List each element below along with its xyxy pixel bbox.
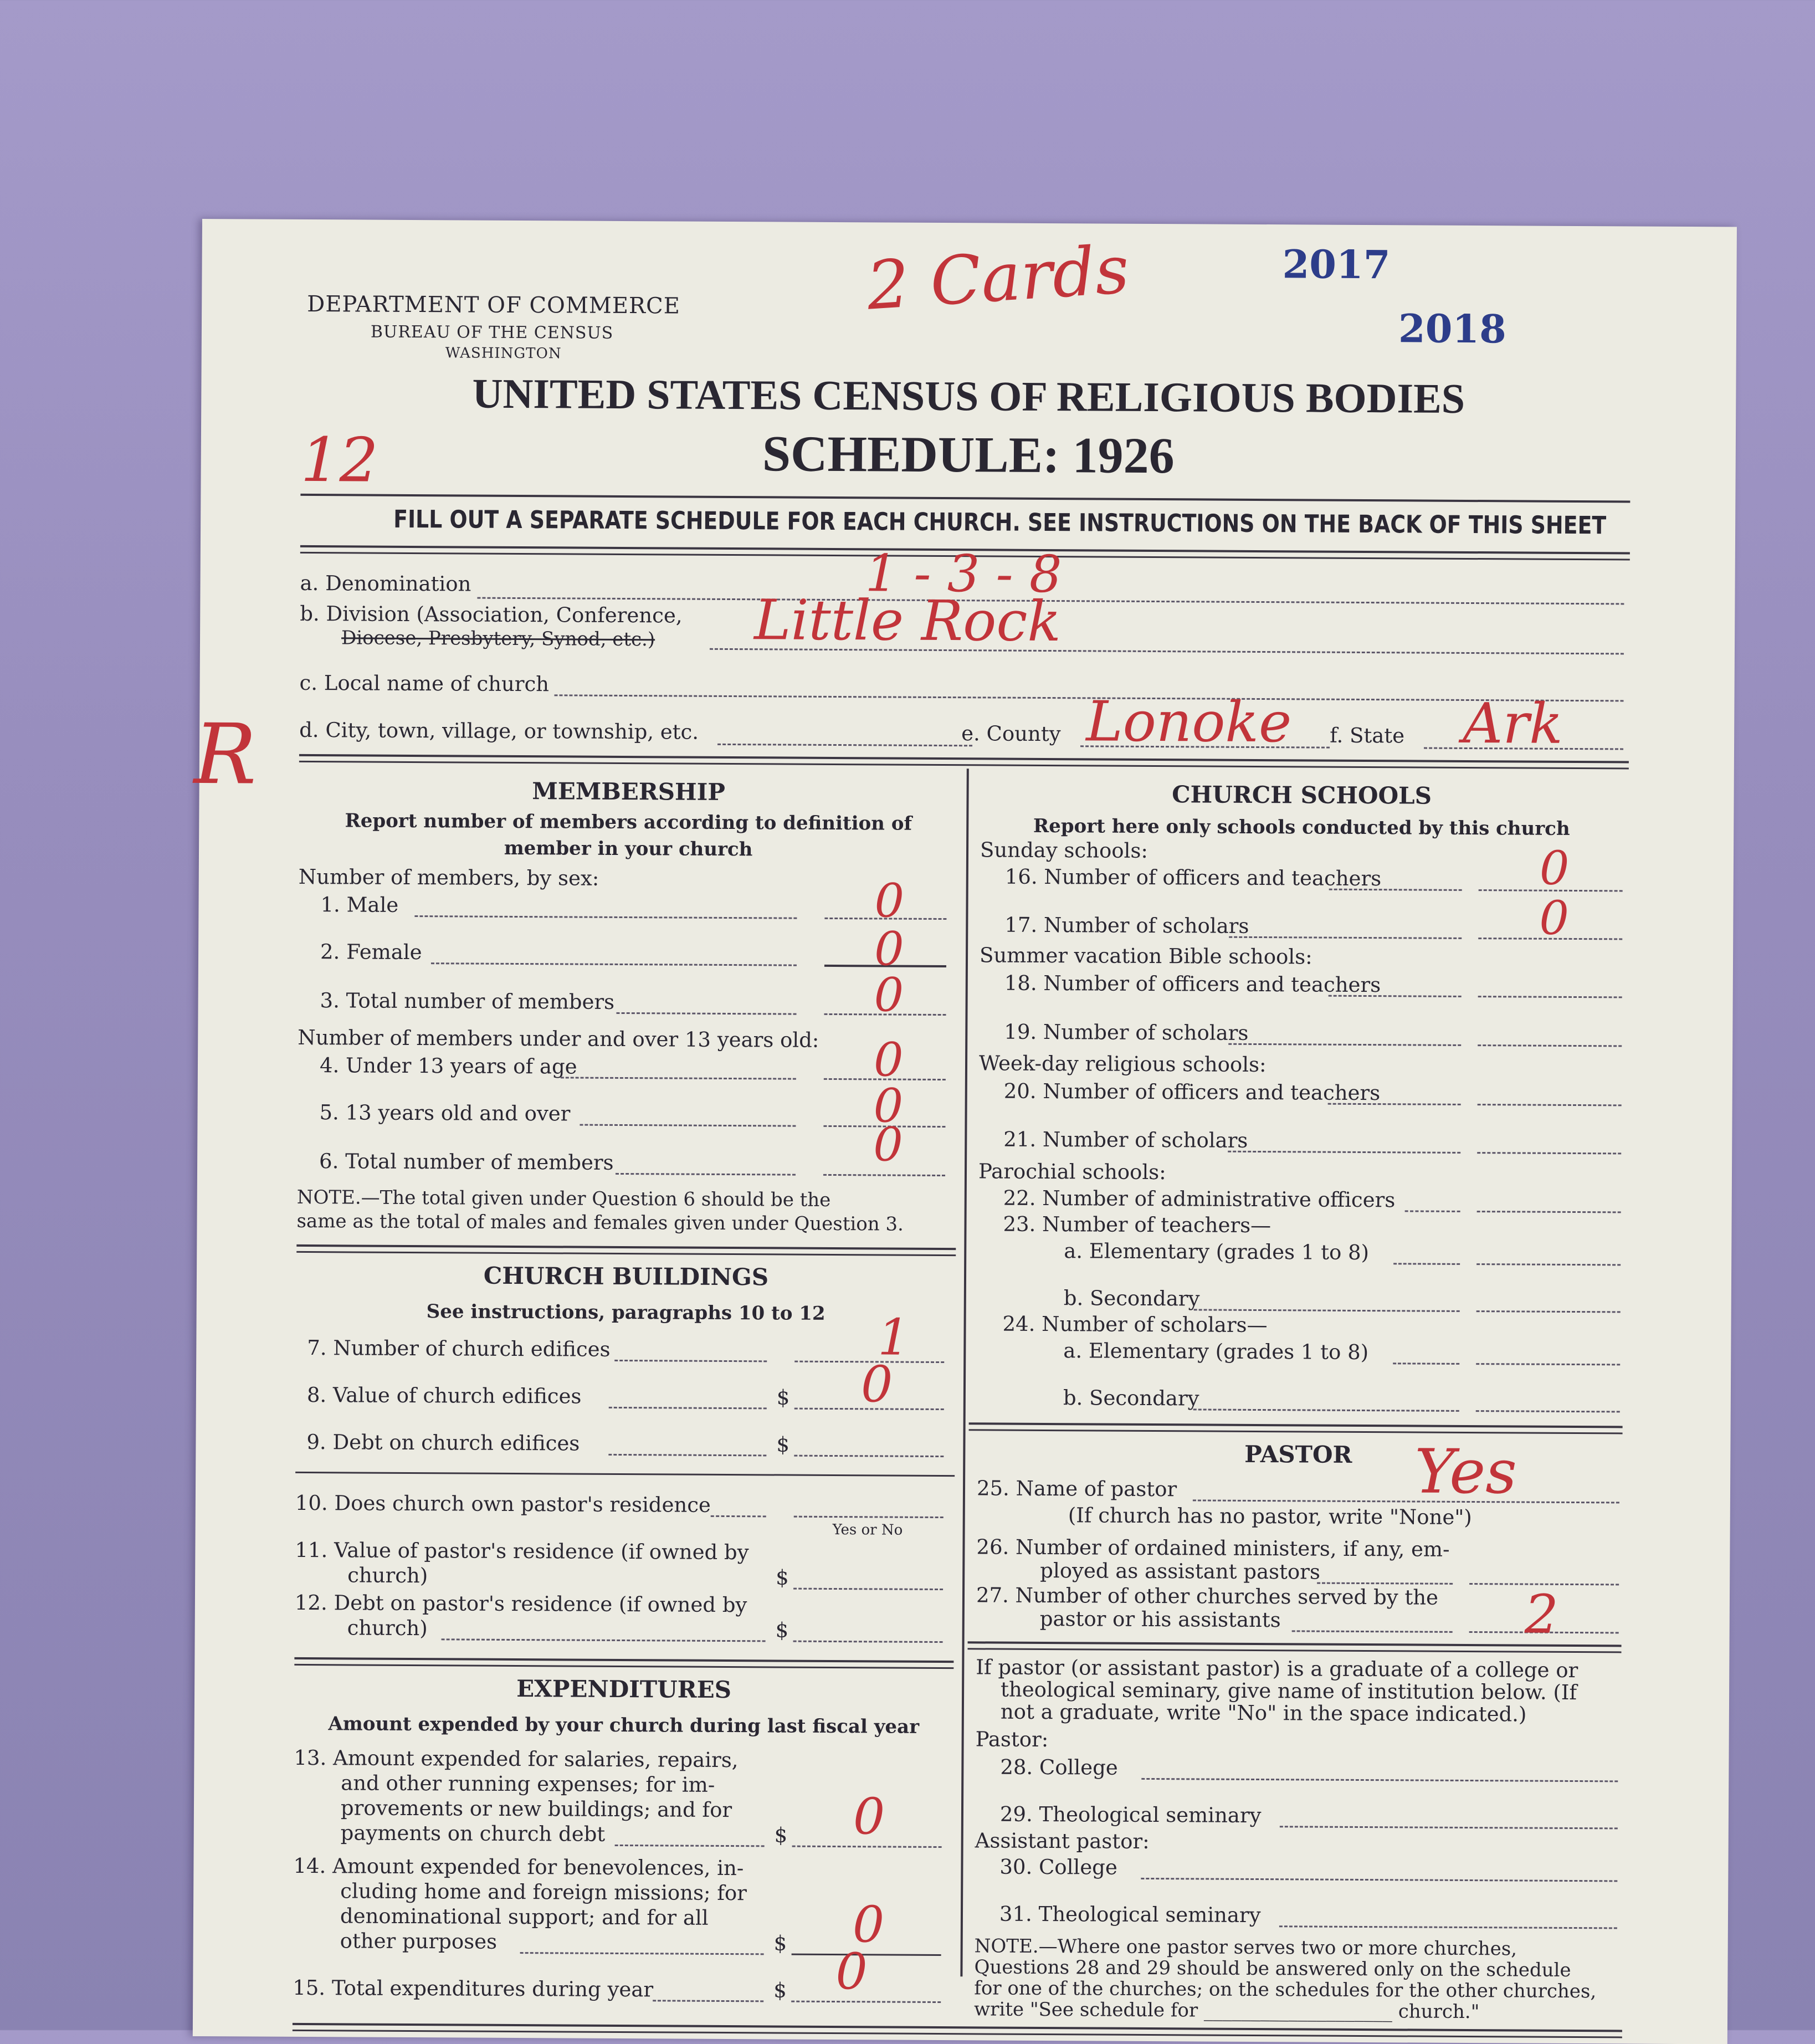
q31-line [1279, 1925, 1617, 1929]
q29-label: 29. Theological seminary [999, 1802, 1262, 1828]
q12-dollar: $ [775, 1618, 789, 1642]
form-subtitle: SCHEDULE: 1926 [762, 425, 1175, 484]
denomination-label: a. Denomination [300, 571, 471, 596]
q14-label-4: other purposes [340, 1929, 498, 1954]
q24b-blank [1476, 1410, 1620, 1412]
rule [294, 1664, 953, 1669]
column-divider [960, 769, 968, 1976]
expenditures-heading: EXPENDITURES [516, 1675, 732, 1704]
q21-dots [1228, 1151, 1460, 1154]
state-label: f. State [1330, 723, 1405, 748]
q21-label: 21. Number of scholars [1003, 1127, 1248, 1152]
yes-no-caption: Yes or No [832, 1521, 903, 1539]
q9-blank [794, 1455, 944, 1457]
q15-label: 15. Total expenditures during year [293, 1975, 654, 2002]
q23-label: 23. Number of teachers— [1003, 1212, 1271, 1238]
q21-blank [1477, 1152, 1621, 1154]
q4-label: 4. Under 13 years of age [319, 1053, 577, 1079]
q28-label: 28. College [1000, 1755, 1118, 1780]
census-schedule-sheet [193, 219, 1737, 2044]
q23b-dots [1194, 1309, 1460, 1312]
pastor-subheading: Pastor: [975, 1727, 1049, 1752]
q27-label-2: pastor or his assistants [1039, 1606, 1281, 1632]
pastor-note-1: NOTE.—Where one pastor serves two or more churches, [974, 1935, 1517, 1960]
rule [295, 1472, 955, 1477]
q23a-blank [1476, 1263, 1621, 1266]
county-label: e. County [961, 721, 1061, 746]
q6-label: 6. Total number of members [319, 1149, 614, 1175]
q8-label: 8. Value of church edifices [306, 1383, 582, 1408]
q22-dots [1405, 1210, 1460, 1212]
membership-sub-2: member in your church [504, 837, 753, 861]
q7-value: 1 [878, 1308, 910, 1367]
q24a-blank [1476, 1363, 1620, 1365]
q6-value: 0 [873, 1117, 903, 1172]
schools-heading: CHURCH SCHOOLS [1172, 781, 1432, 810]
parochial-label: Parochial schools: [978, 1159, 1166, 1185]
cards-note-handwritten: 2 Cards [864, 231, 1132, 325]
q2-dots [431, 962, 797, 966]
pastor-note-3: for one of the churches; on the schedules for the other churches, [974, 1977, 1597, 2003]
rule [296, 1251, 956, 1256]
q30-line [1141, 1878, 1617, 1882]
q10-dots [711, 1515, 766, 1518]
expenditures-sub: Amount expended by your church during last fiscal year [328, 1713, 920, 1738]
pastor-note-2: Questions 28 and 29 should be answered only on the schedule [974, 1956, 1571, 1981]
q16-value: 0 [1539, 841, 1570, 895]
q17-dots [1229, 936, 1462, 939]
q16-label: 16. Number of officers and teachers [1004, 864, 1382, 891]
q5-label: 5. 13 years old and over [319, 1100, 571, 1126]
q22-label: 22. Number of administrative officers [1003, 1186, 1396, 1212]
buildings-sub: See instructions, paragraphs 10 to 12 [426, 1300, 826, 1325]
q23b-blank [1476, 1310, 1621, 1313]
q24b-dots [1193, 1408, 1459, 1412]
fill-out-instruction: FILL OUT A SEPARATE SCHEDULE FOR EACH CHURCH. SEE INSTRUCTIONS ON THE BACK OF THIS SHEET [393, 505, 1607, 540]
margin-letter-handwritten: R [193, 706, 257, 803]
q23a-dots [1393, 1263, 1460, 1265]
q17-value: 0 [1539, 890, 1570, 945]
q13-label-4: payments on church debt [340, 1821, 606, 1846]
q5-value: 0 [873, 1078, 904, 1133]
schools-sub: Report here only schools conducted by this church [1033, 814, 1570, 840]
q24a-dots [1393, 1362, 1459, 1365]
q24-label: 24. Number of scholars— [1002, 1312, 1268, 1338]
q14-dollar: $ [773, 1931, 787, 1955]
q27-label-1: 27. Number of other churches served by the [976, 1583, 1439, 1610]
q19-dots [1228, 1043, 1461, 1046]
graduate-note-2: theological seminary, give name of institution below. (If [1001, 1677, 1577, 1705]
local-name-label: c. Local name of church [299, 670, 550, 696]
q10-label: 10. Does church own pastor's residence [295, 1490, 711, 1517]
q5-dots [580, 1124, 796, 1127]
membership-heading: MEMBERSHIP [532, 777, 726, 806]
q13-label-1: 13. Amount expended for salaries, repairs, [294, 1745, 739, 1773]
q25-note: (If church has no pastor, write "None") [1068, 1503, 1472, 1530]
q1-dots [414, 915, 797, 919]
city-line [717, 744, 972, 746]
q16-dots [1329, 889, 1462, 891]
weekday-label: Week-day religious schools: [978, 1051, 1267, 1077]
q18-blank [1478, 996, 1622, 998]
q13-label-2: and other running expenses; for im- [341, 1771, 715, 1797]
pastor-note-4: write "See schedule for ____________________ church." [973, 1998, 1480, 2023]
q3-dots [616, 1012, 796, 1015]
q24a-label: a. Elementary (grades 1 to 8) [1063, 1339, 1369, 1365]
q12-blank [793, 1641, 943, 1643]
stamp-number-1: 2017 [1282, 241, 1391, 288]
q24b-label: b. Secondary [1063, 1386, 1199, 1411]
division-value: Little Rock [753, 587, 1062, 654]
q13-value: 0 [853, 1787, 885, 1846]
q3-value: 0 [874, 967, 904, 1022]
q14-dots [520, 1952, 764, 1955]
membership-note-2: same as the total of males and females given under Question 3. [296, 1210, 904, 1236]
bureau-name: BUREAU OF THE CENSUS [370, 322, 614, 343]
q9-dots [608, 1454, 766, 1456]
division-label: b. Division (Association, Conference, [300, 601, 683, 628]
city-label: d. City, town, village, or township, etc. [299, 718, 699, 744]
rule [296, 1244, 956, 1250]
q26-label-1: 26. Number of ordained ministers, if any, em- [976, 1535, 1450, 1561]
q3-label: 3. Total number of members [320, 988, 615, 1014]
q12-label-2: church) [347, 1616, 428, 1641]
q13-dots [615, 1845, 765, 1847]
q8-value: 0 [860, 1355, 893, 1414]
q14-value: 0 [852, 1896, 885, 1954]
assistant-subheading: Assistant pastor: [975, 1828, 1150, 1853]
rule [294, 1657, 953, 1663]
q25-value: Yes [1414, 1436, 1517, 1508]
q11-blank [793, 1588, 943, 1590]
q14-label-2: cluding home and foreign missions; for [340, 1879, 747, 1905]
q6-blank [823, 1174, 945, 1176]
stamp-number-2: 2018 [1398, 305, 1507, 352]
q20-dots [1328, 1103, 1461, 1105]
summer-label: Summer vacation Bible schools: [979, 943, 1312, 969]
q11-label-2: church) [347, 1563, 428, 1588]
q31-label: 31. Theological seminary [999, 1902, 1261, 1928]
q6-dots [616, 1173, 796, 1176]
membership-sub-1: Report number of members according to definition of [345, 810, 912, 835]
margin-number-handwritten: 12 [300, 424, 379, 496]
q25-label: 25. Name of pastor [976, 1476, 1177, 1502]
rule [969, 1429, 1623, 1434]
rule [969, 1422, 1623, 1428]
by-age-label: Number of members under and over 13 years old: [298, 1025, 819, 1052]
q7-dots [614, 1360, 767, 1362]
q1-label: 1. Male [320, 893, 399, 917]
city-name: WASHINGTON [445, 345, 562, 362]
q15-dollar: $ [773, 1978, 787, 2002]
q8-dollar: $ [776, 1385, 790, 1410]
q17-label: 17. Number of scholars [1004, 913, 1249, 938]
denomination-value: 1 - 3 - 8 [865, 544, 1062, 605]
q2-value: 0 [874, 921, 904, 976]
q4-dots [561, 1077, 796, 1079]
q4-value: 0 [873, 1032, 904, 1087]
q20-label: 20. Number of officers and teachers [1003, 1079, 1381, 1105]
pastor-heading: PASTOR [1244, 1440, 1352, 1468]
q11-dollar: $ [776, 1565, 789, 1590]
q12-dots [442, 1638, 766, 1642]
q26-dots [1317, 1582, 1453, 1585]
q23b-label: b. Secondary [1063, 1286, 1200, 1311]
q20-blank [1478, 1104, 1622, 1106]
q29-line [1280, 1826, 1618, 1829]
q8-dots [609, 1407, 767, 1409]
q12-label-1: 12. Debt on pastor's residence (if owned by [294, 1590, 747, 1617]
q30-label: 30. College [999, 1855, 1117, 1879]
q15-dots [653, 2000, 763, 2002]
graduate-note-1: If pastor (or assistant pastor) is a graduate of a college or [976, 1655, 1578, 1683]
rule [300, 494, 1630, 503]
q13-label-3: provements or new buildings; and for [340, 1796, 732, 1822]
q15-value: 0 [835, 1943, 868, 2001]
rule [968, 1641, 1622, 1647]
q23a-label: a. Elementary (grades 1 to 8) [1064, 1239, 1370, 1265]
q27-value: 2 [1524, 1583, 1559, 1646]
q14-label-1: 14. Amount expended for benevolences, in- [293, 1853, 744, 1881]
q13-dollar: $ [774, 1823, 788, 1847]
rule [967, 1648, 1621, 1653]
form-title: UNITED STATES CENSUS OF RELIGIOUS BODIES [472, 370, 1465, 422]
q10-blank [794, 1516, 944, 1518]
sunday-label: Sunday schools: [980, 838, 1148, 863]
q19-blank [1478, 1044, 1622, 1047]
q26-label-2: ployed as assistant pastors [1040, 1558, 1321, 1584]
state-value: Ark [1462, 690, 1563, 756]
graduate-note-3: not a graduate, write "No" in the space indicated.) [1000, 1699, 1527, 1727]
q19-label: 19. Number of scholars [1004, 1020, 1249, 1045]
q9-dollar: $ [776, 1432, 790, 1457]
membership-note-1: NOTE.—The total given under Question 6 should be the [296, 1186, 831, 1211]
q28-line [1141, 1778, 1618, 1782]
buildings-heading: CHURCH BUILDINGS [483, 1262, 769, 1291]
by-sex-label: Number of members, by sex: [298, 864, 599, 890]
q18-dots [1329, 995, 1462, 997]
q7-label: 7. Number of church edifices [307, 1336, 611, 1361]
q27-dots [1292, 1630, 1453, 1633]
q14-label-3: denominational support; and for all [340, 1904, 709, 1930]
department-name: DEPARTMENT OF COMMERCE [307, 291, 681, 319]
q1-value: 0 [874, 873, 905, 928]
q11-label-1: 11. Value of pastor's residence (if owned by [295, 1538, 749, 1565]
county-value: Lonoke [1085, 689, 1292, 755]
q9-label: 9. Debt on church edifices [306, 1430, 580, 1456]
q2-label: 2. Female [320, 940, 422, 965]
q25-line [1193, 1499, 1619, 1503]
q22-blank [1477, 1211, 1621, 1213]
q18-label: 18. Number of officers and teachers [1004, 971, 1381, 997]
division-label-line-2: Diocese, Presbytery, Synod, etc.) [341, 627, 655, 651]
